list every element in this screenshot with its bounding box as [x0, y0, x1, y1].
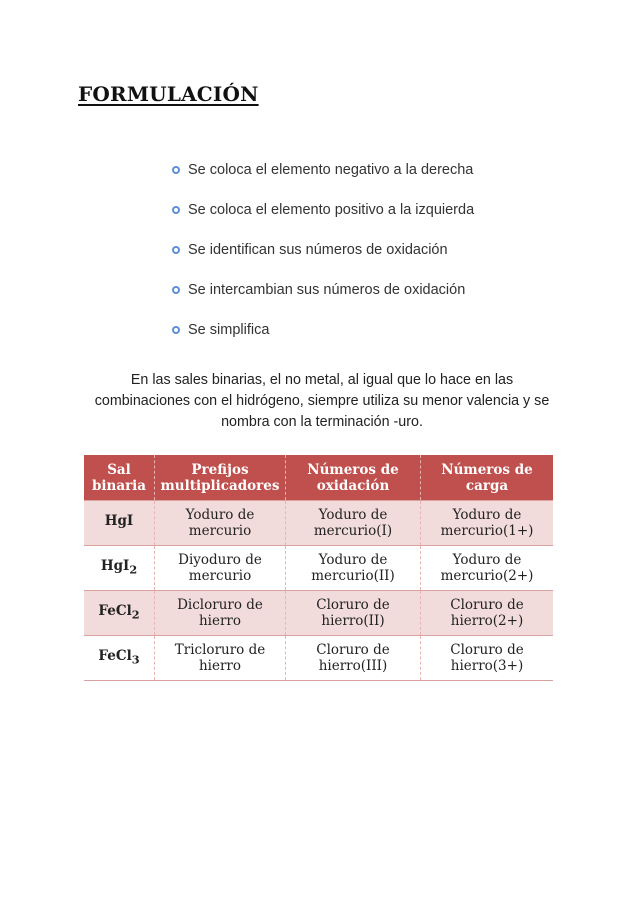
nomenclature-table: [84, 455, 553, 681]
prefijos-cell: Diyoduro de mercurio: [155, 546, 286, 591]
bullet-text: Se identifican sus números de oxidación: [188, 242, 448, 258]
oxidacion-cell: Cloruro de hierro(II): [286, 591, 421, 636]
carga-cell: Cloruro de hierro(3+): [421, 636, 554, 681]
bullet-text: Se intercambian sus números de oxidación: [188, 282, 466, 298]
table-row: [84, 501, 553, 546]
page-title: FORMULACIÓN: [78, 82, 259, 106]
table-header-row: [84, 455, 553, 501]
bullet-text: Se coloca el elemento positivo a la izquierda: [188, 202, 475, 218]
list-item: [172, 190, 474, 230]
paragraph-line: combinaciones con el hidrógeno, siempre utiliza su menor valencia y se: [94, 393, 550, 409]
paragraph-line: En las sales binarias, el no metal, al igual que lo hace en las: [130, 372, 514, 388]
circle-bullet-icon: [172, 206, 180, 214]
header-prefijos: Prefijos multiplicadores: [155, 455, 286, 501]
list-item: [172, 310, 474, 350]
prefijos-cell: Dicloruro de hierro: [155, 591, 286, 636]
circle-bullet-icon: [172, 326, 180, 334]
carga-cell: Yoduro de mercurio(1+): [421, 501, 554, 546]
prefijos-cell: Tricloruro de hierro: [155, 636, 286, 681]
circle-bullet-icon: [172, 246, 180, 254]
bullet-text: Se coloca el elemento negativo a la derecha: [188, 162, 474, 178]
formula-cell: HgI$_2$: [84, 546, 155, 591]
formula-cell: FeCl$_2$: [84, 591, 155, 636]
bullet-text: Se simplifica: [188, 322, 270, 338]
paragraph-line: nombra con la terminación -uro.: [221, 414, 423, 430]
header-oxidacion: Números de oxidación: [286, 455, 421, 501]
steps-list: [172, 150, 474, 350]
carga-cell: Cloruro de hierro(2+): [421, 591, 554, 636]
oxidacion-cell: Cloruro de hierro(III): [286, 636, 421, 681]
header-carga: Números de carga: [421, 455, 554, 501]
table-row: [84, 591, 553, 636]
prefijos-cell: Yoduro de mercurio: [155, 501, 286, 546]
table-row: [84, 636, 553, 681]
list-item: [172, 230, 474, 270]
formula-cell: HgI: [84, 501, 155, 546]
explanation-paragraph: [62, 370, 582, 433]
carga-cell: Yoduro de mercurio(2+): [421, 546, 554, 591]
list-item: [172, 150, 474, 190]
oxidacion-cell: Yoduro de mercurio(I): [286, 501, 421, 546]
table-row: [84, 546, 553, 591]
header-sal-binaria: Sal binaria: [84, 455, 155, 501]
circle-bullet-icon: [172, 286, 180, 294]
formula-cell: FeCl$_3$: [84, 636, 155, 681]
circle-bullet-icon: [172, 166, 180, 174]
list-item: [172, 270, 474, 310]
oxidacion-cell: Yoduro de mercurio(II): [286, 546, 421, 591]
